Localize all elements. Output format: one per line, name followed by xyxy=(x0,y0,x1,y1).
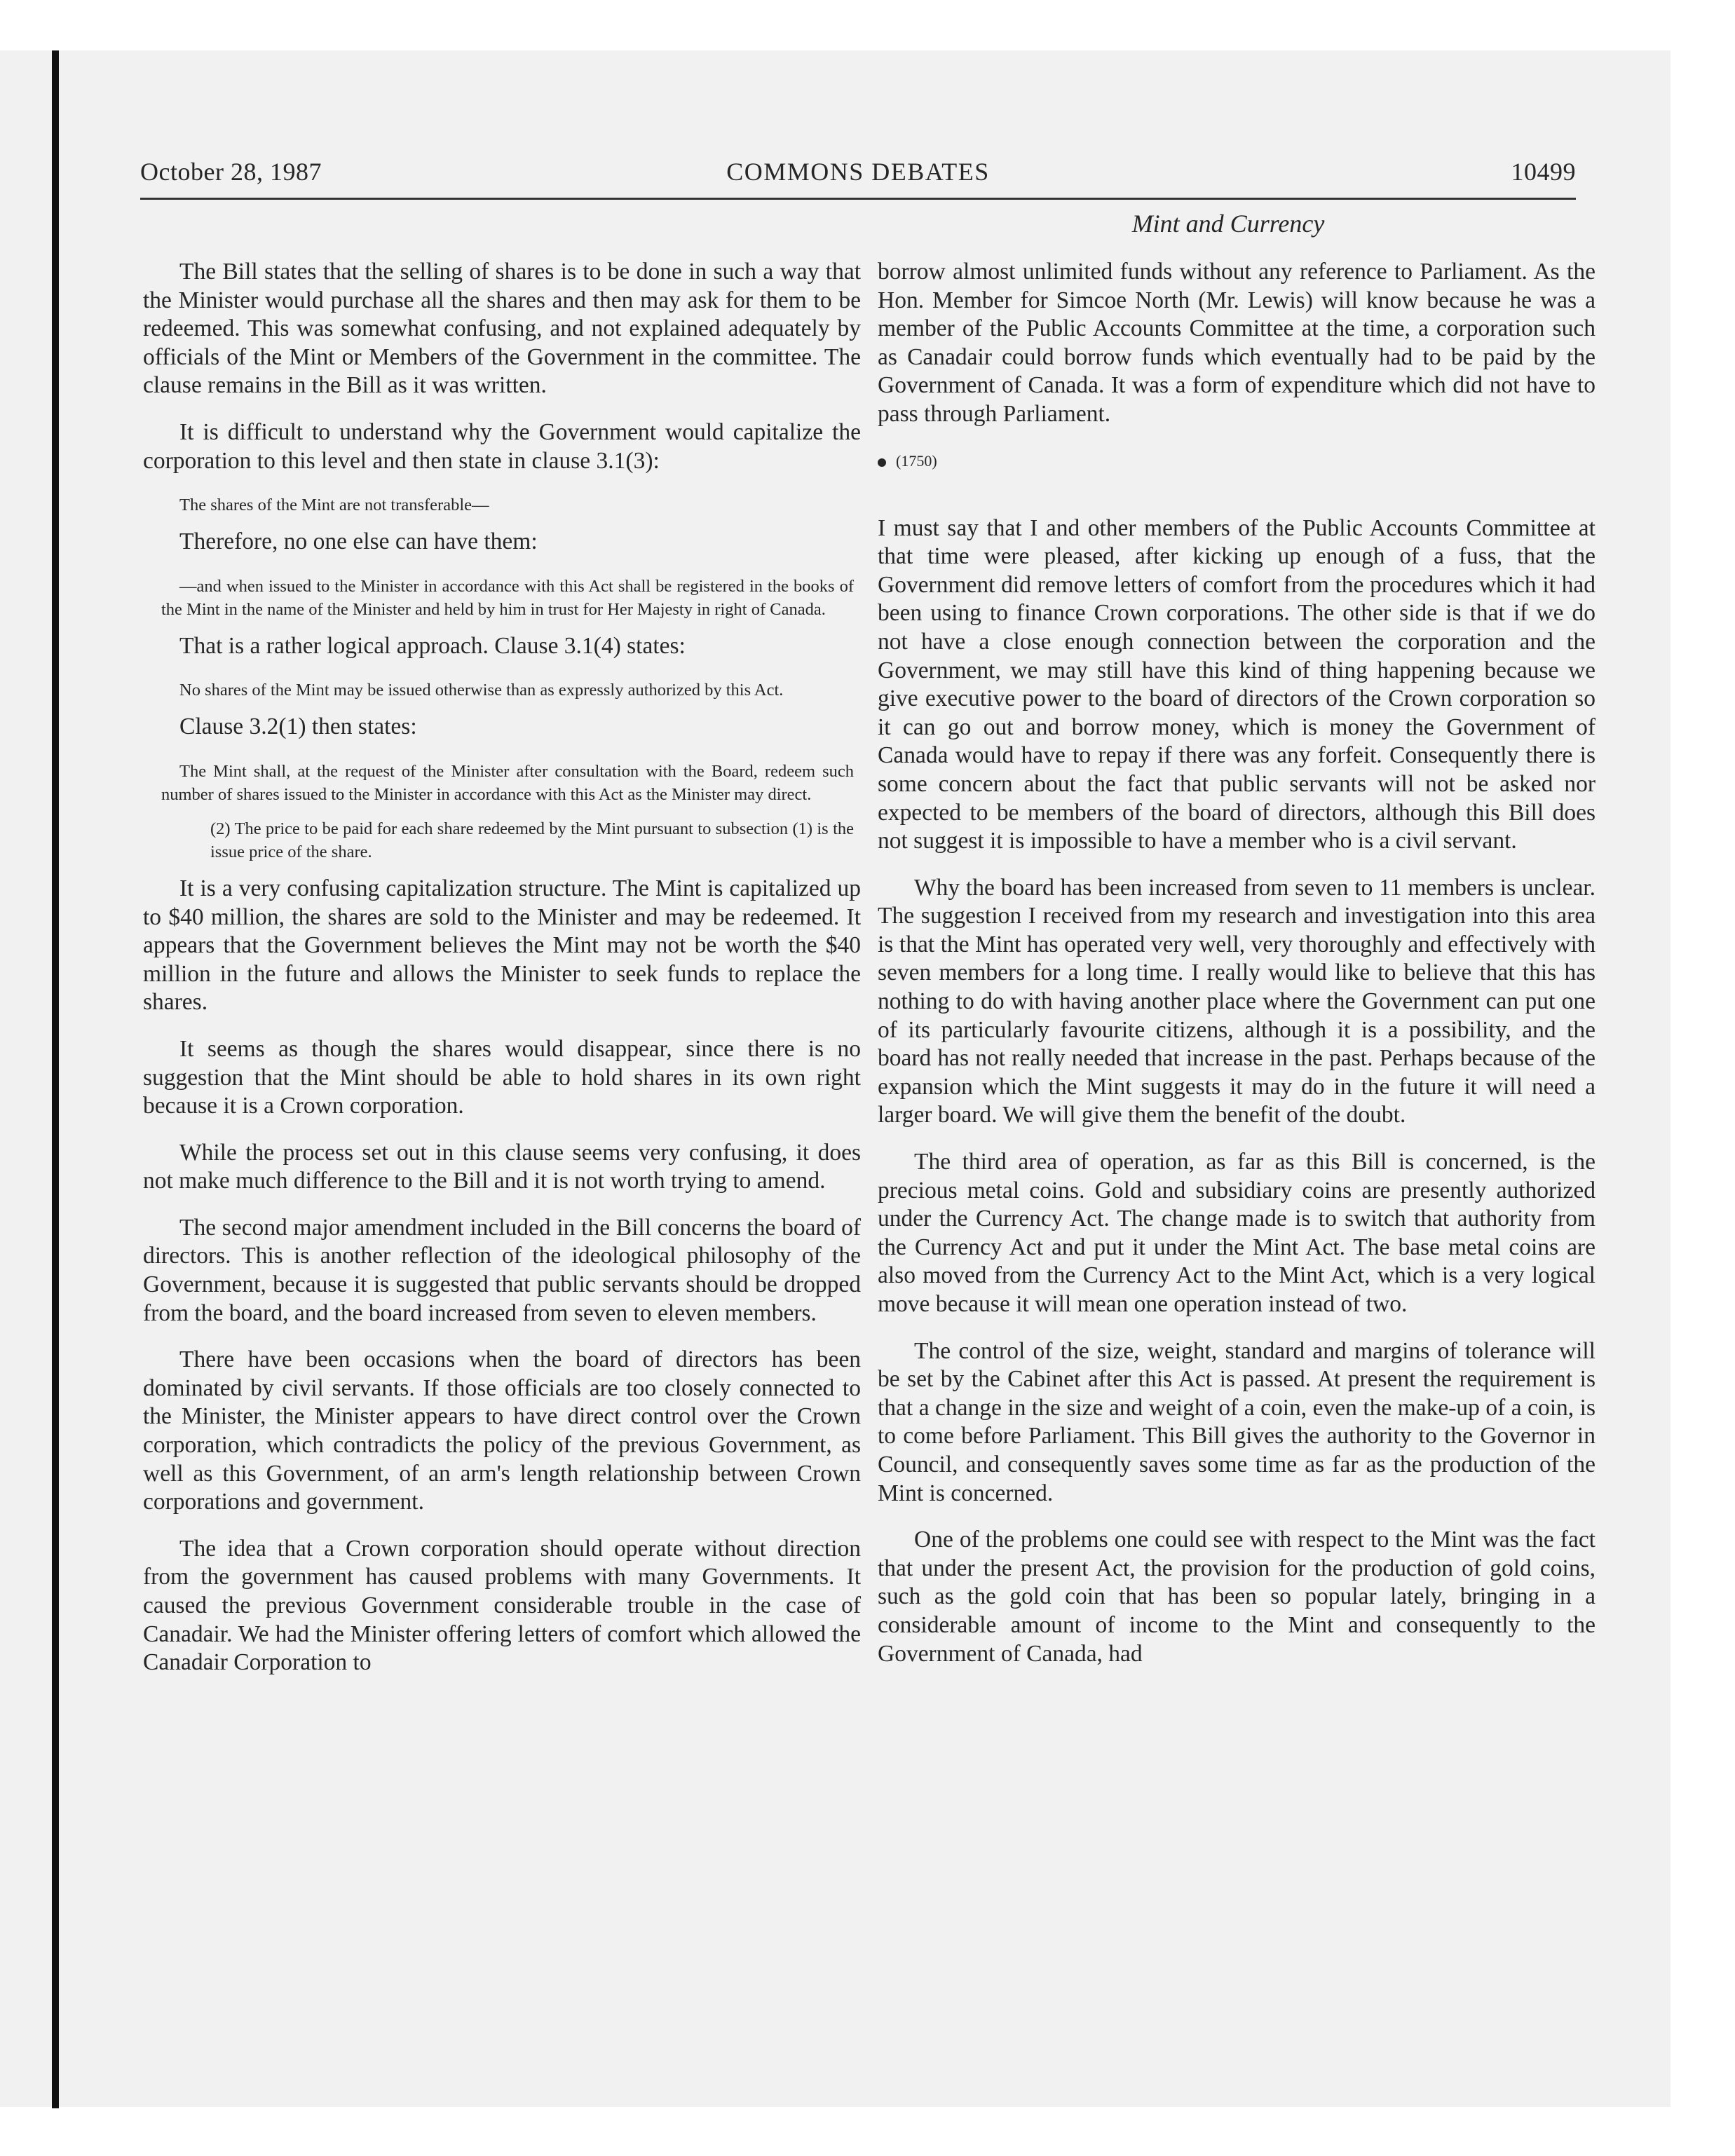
block-quote: —and when issued to the Minister in accordance with this Act shall be registered in the books of the Mint in the name of the Minister and held by him in trust for Her Majesty in right of Canada. xyxy=(161,576,854,619)
paragraph: The second major amendment included in the Bill concerns the board of directors. This is another reflection of the ideological philosophy of the Government, because it is suggested that public servants should be dropped from the board, and the board increased from seven to eleven members. xyxy=(143,1214,861,1326)
paragraph: While the process set out in this clause seems very confusing, it does not make much difference to the Bill and it is not worth trying to amend. xyxy=(143,1139,861,1194)
paragraph: There have been occasions when the board of directors has been dominated by civil servants. If those officials are too closely connected to the Minister, the Minister appears to have direct control over the Crown corporation, which contradicts the policy of the previous Government, as well as this Government, of an arm's length relationship between Crown corporations and government. xyxy=(143,1346,861,1515)
time-marker-label: (1750) xyxy=(896,451,937,470)
paragraph: The third area of operation, as far as this Bill is concerned, is the precious metal coins. Gold and subsidiary coins are presently authorized under the Currency Act. The change made is to switch that authority from the Currency Act and put it under the Mint Act. The base metal coins are also moved from the Currency Act to the Mint Act, which is a very logical move because it will mean one operation instead of two. xyxy=(878,1149,1595,1317)
scan-border-top xyxy=(0,0,1735,50)
page-header xyxy=(140,157,1576,199)
paragraph: borrow almost unlimited funds without any reference to Parliament. As the Hon. Member for Simcoe North (Mr. Lewis) will know because he was a member of the Public Accounts Committee at the time, a corporation such as Canadair could borrow funds which eventually had to be paid by the Government of Canada. It was a form of expenditure which did not have to pass through Parliament. xyxy=(878,259,1595,427)
scan-border-right xyxy=(1671,0,1735,2156)
paragraph: One of the problems one could see with respect to the Mint was the fact that under the present Act, the provision for the production of gold coins, such as the gold coin that has been so popular lately, bringing in a considerable amount of income to the Mint and consequently to the Government of Canada, had xyxy=(878,1527,1595,1667)
paragraph: The Bill states that the selling of shares is to be done in such a way that the Minister would purchase all the shares and then may ask for them to be redeemed. This was somewhat confusing, and not explained adequately by officials of the Mint or Members of the Government in the committee. The clause remains in the Bill as it was written. xyxy=(143,259,861,399)
header-rule xyxy=(140,198,1576,200)
paragraph: The idea that a Crown corporation should operate without direction from the government has caused problems with many Governments. It caused the previous Government considerable trouble in the case of Canadair. We had the Minister offering letters of comfort which allowed the Canadair Corporation to xyxy=(143,1535,861,1676)
paragraph: It is a very confusing capitalization structure. The Mint is capitalized up to $40 million, the shares are sold to the Minister and may be redeemed. It appears that the Government believes the Mint may not be worth the $40 million in the future and allows the Minister to seek funds to replace the shares. xyxy=(143,875,861,1016)
bullet-icon xyxy=(878,458,886,467)
binding-edge xyxy=(52,50,59,2108)
paragraph: That is a rather logical approach. Clause 3.1(4) states: xyxy=(179,632,686,659)
page-date: October 28, 1987 xyxy=(140,158,322,186)
spacer xyxy=(878,491,1595,514)
page-number: 10499 xyxy=(1511,158,1576,186)
block-quote: The shares of the Mint are not transferable— xyxy=(179,496,489,515)
paragraph: Clause 3.2(1) then states: xyxy=(179,714,417,740)
running-head: Mint and Currency xyxy=(1131,210,1325,238)
paragraph: Why the board has been increased from seven to 11 members is unclear. The suggestion I received from my research and investigation into this area is that the Mint has operated very well, very thoroughly and effectively with seven members for a long time. I really would like to believe that this has nothing to do with having another place where the Government can put one of its particularly favourite citizens, although it is a possibility, and the board has not really needed that increase in the past. Perhaps because of the expansion which the Mint suggests it may do in the future it will need a larger board. We will give them the benefit of the doubt. xyxy=(878,874,1595,1128)
left-column xyxy=(143,258,861,1696)
paragraph: It seems as though the shares would disappear, since there is no suggestion that the Mint should be able to hold shares in its own right because it is a Crown corporation. xyxy=(143,1035,861,1119)
paragraph: It is difficult to understand why the Government would capitalize the corporation to this level and then state in clause 3.1(3): xyxy=(143,418,861,474)
paragraph: Therefore, no one else can have them: xyxy=(179,528,538,555)
paragraph: The control of the size, weight, standard and margins of tolerance will be set by the Cabinet after this Act is passed. At present the requirement is that a change in the size and weight of a coin, even the make-up of a coin, is to come before Parliament. This Bill gives the authority to the Governor in Council, and consequently saves some time as far as the production of the Mint is concerned. xyxy=(878,1337,1595,1506)
paragraph: I must say that I and other members of the Public Accounts Committee at that time were pleased, after kicking up enough of a fuss, that the Government did remove letters of comfort from the procedures which it had been using to finance Crown corporations. The other side is that if we do not have a close enough connection between the corporation and the Government, we may still have this kind of thing happening because we give executive power to the board of directors of the Crown corporation so it can go out and borrow money, which is money the Government of Canada would have to repay if there was any forfeit. Consequently there is some concern about the fact that public servants will not be asked nor expected to be members of the board of directors, although this Bill does not suggest it is impossible to have a member who is a civil servant. xyxy=(878,514,1595,854)
right-column xyxy=(878,258,1595,1686)
scan-border-bottom xyxy=(0,2107,1735,2156)
block-quote: No shares of the Mint may be issued otherwise than as expressly authorized by this Act. xyxy=(179,681,784,700)
block-quote: (2) The price to be paid for each share redeemed by the Mint pursuant to subsection (1) is the issue price of the share. xyxy=(210,819,854,861)
time-marker xyxy=(878,447,1595,475)
publication-title: COMMONS DEBATES xyxy=(726,158,990,186)
block-quote: The Mint shall, at the request of the Minister after consultation with the Board, redeem such number of shares issued to the Minister in accordance with this Act as the Minister may direct. xyxy=(161,761,854,804)
